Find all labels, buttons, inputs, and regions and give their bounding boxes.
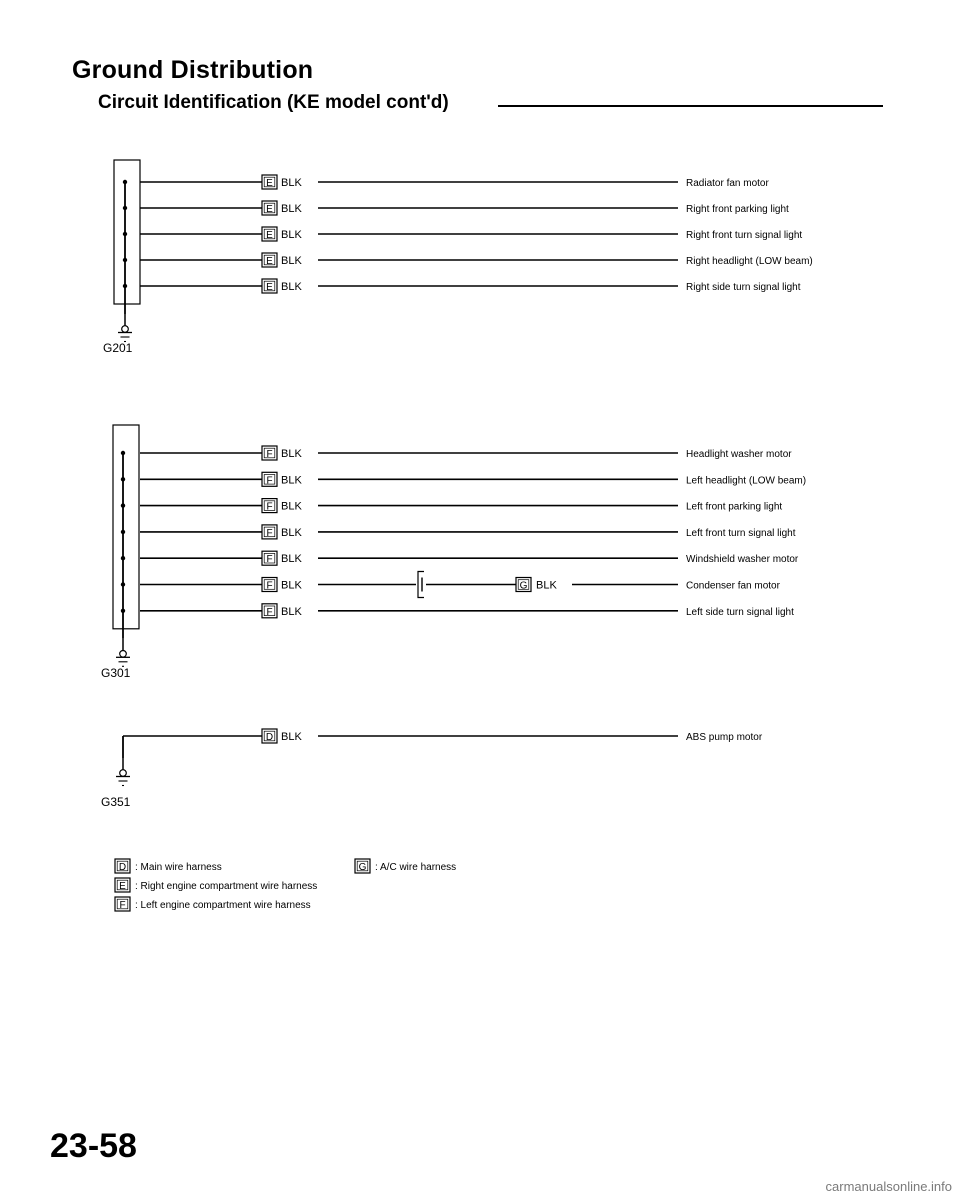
- ground-terminal: [120, 651, 127, 658]
- connector-e: [262, 253, 277, 267]
- connector-f: [262, 499, 277, 513]
- ground-label-g301: G301: [101, 665, 131, 680]
- connector-code: F: [119, 900, 126, 911]
- page-subtitle: Circuit Identification (KE model cont'd): [98, 92, 449, 113]
- connector-f: [262, 551, 277, 565]
- connector-code: F: [266, 475, 273, 487]
- legend-description: : Right engine compartment wire harness: [135, 881, 318, 892]
- legend-code-f: [115, 897, 130, 911]
- wire-color-label: BLK: [536, 579, 557, 592]
- destination-label: Right headlight (LOW beam): [686, 256, 813, 267]
- splice-frame: [113, 425, 139, 629]
- destination-label: Windshield washer motor: [686, 554, 799, 566]
- destination-label: Headlight washer motor: [686, 449, 792, 460]
- destination-label: Left front turn signal light: [686, 527, 796, 539]
- splice-dot: [121, 503, 125, 507]
- connector-f: [262, 525, 277, 539]
- wire-color-label: BLK: [281, 731, 302, 743]
- connector-f: [262, 446, 277, 460]
- connector-code: E: [119, 881, 126, 892]
- connector-code: E: [266, 282, 273, 293]
- splice-dot: [123, 180, 127, 184]
- wire-color-label: BLK: [281, 526, 302, 539]
- splice-dot: [121, 530, 125, 534]
- connector-code: F: [266, 501, 273, 513]
- wire-color-label: BLK: [281, 474, 302, 487]
- wire-color-label: BLK: [281, 177, 302, 189]
- connector-code: E: [266, 230, 273, 241]
- connector-e: [262, 227, 277, 241]
- connector-code: D: [118, 862, 127, 873]
- connector-d: [262, 729, 277, 743]
- destination-label: Right front turn signal light: [686, 230, 803, 241]
- connector-code: F: [266, 580, 273, 592]
- connector-e: [262, 201, 277, 215]
- connector-code: D: [265, 732, 274, 743]
- wire-color-label: BLK: [281, 553, 302, 566]
- destination-label: Condenser fan motor: [686, 580, 780, 592]
- page-title: Ground Distribution: [72, 56, 314, 84]
- watermark: carmanualsonline.info: [825, 1179, 952, 1194]
- connector-code: G: [358, 862, 367, 873]
- ground-symbol: [118, 314, 132, 342]
- connector-e: [262, 175, 277, 189]
- connector-code: F: [266, 449, 273, 460]
- wire-color-label: BLK: [281, 203, 302, 215]
- connector-code: E: [266, 178, 273, 189]
- connector-f: [262, 472, 277, 486]
- legend-code-g: [355, 859, 370, 873]
- ground-label-g201: G201: [103, 341, 133, 355]
- ground-terminal: [122, 326, 129, 333]
- ground-symbol: [116, 758, 130, 786]
- destination-label: Left headlight (LOW beam): [686, 475, 807, 487]
- legend-description: : Main wire harness: [135, 862, 222, 873]
- wire-color-label: BLK: [281, 448, 302, 460]
- wire-color-label: BLK: [281, 281, 302, 293]
- wire-color-label: BLK: [281, 500, 302, 513]
- wire-color-label: BLK: [281, 229, 302, 241]
- connector-code: E: [266, 204, 273, 215]
- splice-dot: [121, 451, 125, 455]
- legend-code-e: [115, 878, 130, 892]
- splice-dot: [121, 556, 125, 560]
- destination-label: Left front parking light: [686, 501, 783, 513]
- destination-label: Right side turn signal light: [686, 282, 801, 293]
- ground-symbol: [116, 639, 130, 667]
- connector-code: F: [266, 606, 273, 618]
- legend-description: : Left engine compartment wire harness: [135, 900, 311, 911]
- destination-label: ABS pump motor: [686, 732, 763, 743]
- splice-dot: [121, 582, 125, 586]
- splice-dot: [121, 609, 125, 613]
- connector-code: G: [519, 580, 528, 592]
- wire-color-label: BLK: [281, 579, 302, 592]
- inline-connector-symbol: [418, 572, 424, 598]
- connector-code: E: [266, 256, 273, 267]
- destination-label: Radiator fan motor: [686, 178, 769, 189]
- connector-g: [516, 578, 531, 592]
- splice-dot: [123, 232, 127, 236]
- connector-code: F: [266, 527, 273, 539]
- connector-f: [262, 604, 277, 618]
- connector-e: [262, 279, 277, 293]
- splice-dot: [123, 284, 127, 288]
- ground-label-g351: G351: [101, 795, 131, 809]
- wire-color-label: BLK: [281, 605, 302, 618]
- connector-bracket: [418, 572, 424, 598]
- splice-dot: [121, 477, 125, 481]
- page-number: 23-58: [50, 1127, 137, 1165]
- connector-code: F: [266, 554, 273, 566]
- ground-terminal: [120, 770, 127, 777]
- splice-dot: [123, 258, 127, 262]
- destination-label: Right front parking light: [686, 204, 789, 215]
- legend-code-d: [115, 859, 130, 873]
- destination-label: Left side turn signal light: [686, 606, 794, 618]
- connector-f: [262, 578, 277, 592]
- legend-description: : A/C wire harness: [375, 862, 457, 873]
- splice-dot: [123, 206, 127, 210]
- wire-color-label: BLK: [281, 255, 302, 267]
